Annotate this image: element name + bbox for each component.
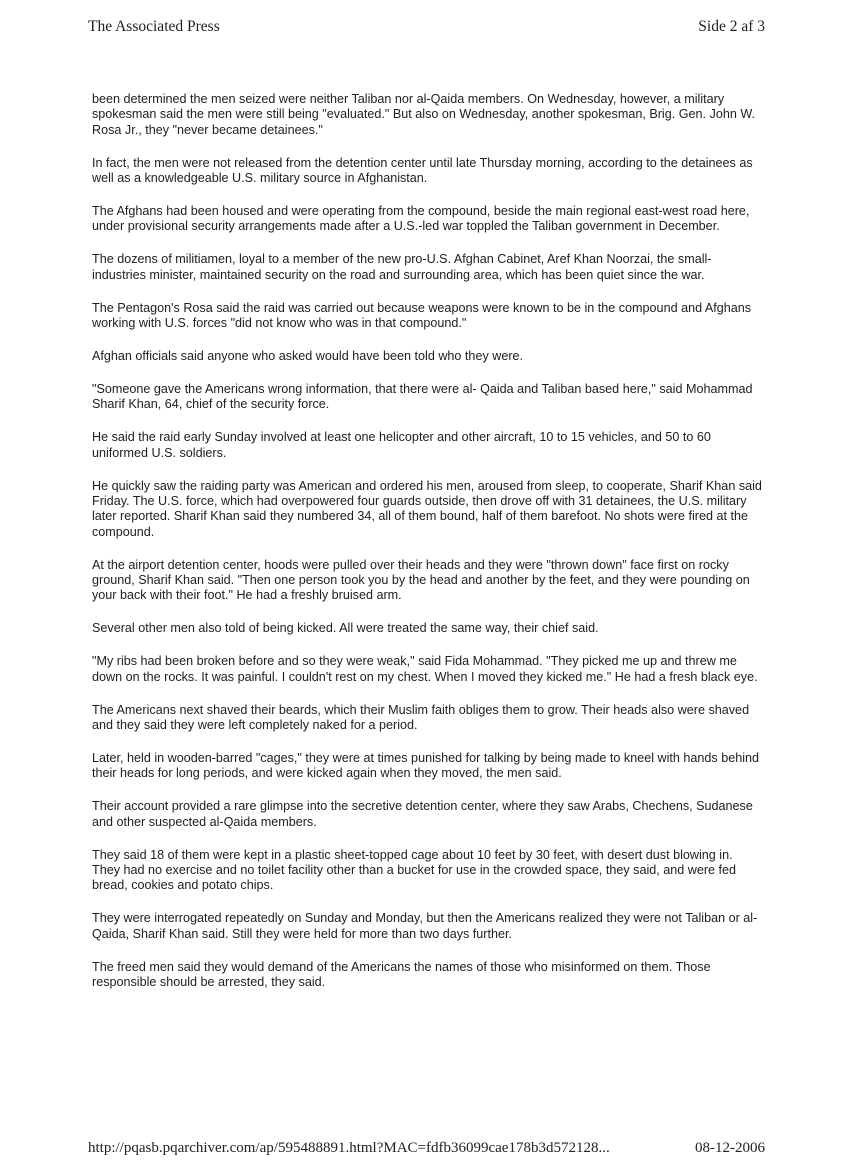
header-source: The Associated Press [88,18,220,35]
paragraph: been determined the men seized were neither Taliban nor al-Qaida members. On Wednesday, however, a military spokesman said the men were still being "evaluated." But also on Wednesday, another spokesman, Brig. Gen. John W. Rosa Jr., they "never became detainees." [92,92,756,137]
paragraph: Their account provided a rare glimpse into the secretive detention center, where they saw Arabs, Chechens, Sudanese and other suspected al-Qaida members. [92,799,753,829]
paragraph: He quickly saw the raiding party was American and ordered his men, aroused from sleep, to cooperate, Sharif Khan said Friday. The U.S. force, which had overpowered four guards outside, then drove off with 31 detainees, the U.S. military later reported. Sharif Khan said they numbered 34, all of them bound, half of them barefoot. No shots were fired at the compound. [92,478,762,539]
paragraph: In fact, the men were not released from the detention center until late Thursday morning, according to the detainees as well as a knowledgeable U.S. military source in Afghanistan. [92,155,753,186]
paragraph: "Someone gave the Americans wrong information, that there were al- Qaida and Taliban based here," said Mohammad Sharif Khan, 64, chief of the security force. [92,381,753,412]
footer-url: http://pqasb.pqarchiver.com/ap/595488891.html?MAC=fdfb36099cae178b3d572128... [88,1140,610,1156]
paragraph: The Afghans had been housed and were operating from the compound, beside the main regional east-west road here, under provisional security arrangements made after a U.S.-led war toppled the Taliban government in December. [92,204,750,234]
page-indicator: Side 2 af 3 [698,18,765,35]
paragraph: Afghan officials said anyone who asked would have been told who they were. [92,348,524,363]
paragraph: Later, held in wooden-barred "cages," they were at times punished for talking by being made to kneel with hands behind their heads for long periods, and were kicked again when they moved, the men said. [92,750,760,781]
paragraph: At the airport detention center, hoods were pulled over their heads and they were "thrown down" face first on rocky ground, Sharif Khan said. "Then one person took you by the head and another by the feet, and they were pounding on your back with their foot." He had a freshly bruised arm. [92,557,750,603]
paragraph: The Pentagon's Rosa said the raid was carried out because weapons were known to be in the compound and Afghans working with U.S. forces "did not know who was in that compound." [92,300,752,331]
paragraph: The freed men said they would demand of the Americans the names of those who misinformed on them. Those responsible should be arrested, they said. [92,959,711,989]
paragraph: They were interrogated repeatedly on Sunday and Monday, but then the Americans realized they were not Taliban or al-Qaida, Sharif Khan said. Still they were held for more than two days further. [92,911,758,941]
paragraph: They said 18 of them were kept in a plastic sheet-topped cage about 10 feet by 30 feet, with desert dust blowing in. They had no exercise and no toilet facility other than a bucket for use in the crowded space, they said, and were fed bread, cookies and potato chips. [92,847,737,893]
paragraph: The Americans next shaved their beards, which their Muslim faith obliges them to grow. Their heads also were shaved and they said they were left completely naked for a period. [92,702,750,732]
paragraph: He said the raid early Sunday involved at least one helicopter and other aircraft, 10 to 15 vehicles, and 50 to 60 uniformed U.S. soldiers. [92,430,711,460]
footer-date: 08-12-2006 [695,1140,765,1156]
paragraph: "My ribs had been broken before and so they were weak," said Fida Mohammad. "They picked me up and threw me down on the rocks. It was painful. I couldn't rest on my chest. When I moved they kicked me." He had a fresh black eye. [92,654,758,684]
paragraph: The dozens of militiamen, loyal to a member of the new pro-U.S. Afghan Cabinet, Aref Khan Noorzai, the small-industries minister, maintained security on the road and surrounding area, which has been quiet since the war. [92,252,712,282]
paragraph: Several other men also told of being kicked. All were treated the same way, their chief said. [92,621,599,636]
article-body [92,92,762,1008]
